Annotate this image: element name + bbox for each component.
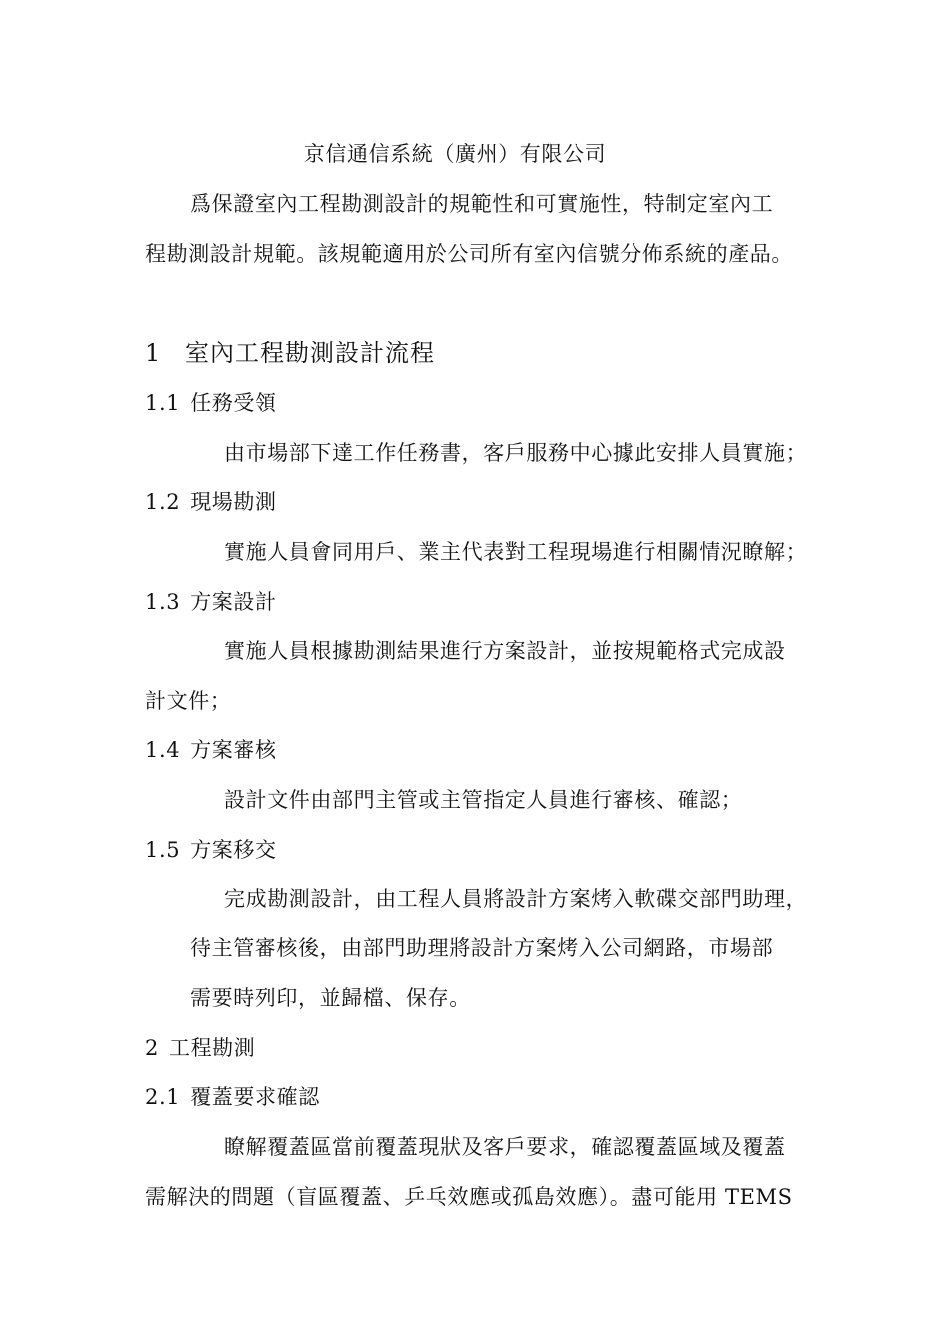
subsection-number: 1.1 xyxy=(145,391,181,415)
section-number: 1 xyxy=(145,339,162,367)
section-heading-2 xyxy=(145,1034,255,1062)
body-text-line: 設計文件由部門主管或主管指定人員進行審核、確認； xyxy=(224,788,743,812)
subsection-title: 現場勘測 xyxy=(190,490,277,514)
section-title: 室內工程勘測設計流程 xyxy=(185,339,435,367)
body-text-line: 需要時列印，並歸檔、保存。 xyxy=(190,986,471,1010)
subsection-title: 方案移交 xyxy=(190,838,277,862)
body-text-line: 瞭解覆蓋區當前覆蓋現狀及客戶要求，確認覆蓋區域及覆蓋 xyxy=(224,1135,786,1159)
subsection-title: 方案審核 xyxy=(190,738,277,762)
subsection-heading-1-1 xyxy=(145,389,277,417)
body-text-line: 實施人員根據勘測結果進行方案設計，並按規範格式完成設 xyxy=(224,639,786,663)
subsection-number: 1.4 xyxy=(145,738,181,762)
body-text-line: 完成勘測設計，由工程人員將設計方案烤入軟碟交部門助理， xyxy=(224,887,808,911)
body-text-line: 實施人員會同用戶、業主代表對工程現場進行相關情況瞭解； xyxy=(224,540,808,564)
subsection-title: 任務受領 xyxy=(190,391,277,415)
subsection-heading-1-2 xyxy=(145,488,277,516)
section-title: 工程勘測 xyxy=(168,1036,256,1060)
subsection-heading-2-1 xyxy=(145,1083,320,1111)
subsection-number: 1.5 xyxy=(145,838,181,862)
subsection-heading-1-5 xyxy=(145,836,277,864)
subsection-number: 1.2 xyxy=(145,490,181,514)
body-text-line: 需解決的問題（盲區覆蓋、乒乓效應或孤島效應）。盡可能用 TEMS xyxy=(145,1185,793,1209)
subsection-title: 方案設計 xyxy=(190,590,277,614)
intro-paragraph-line: 程勘測設計規範。該規範適用於公司所有室內信號分佈系統的產品。 xyxy=(145,242,793,266)
intro-paragraph-line: 爲保證室內工程勘測設計的規範性和可實施性，特制定室內工 xyxy=(190,192,774,216)
subsection-heading-1-3 xyxy=(145,588,277,616)
subsection-title: 覆蓋要求確認 xyxy=(190,1085,320,1109)
body-text-line: 由市場部下達工作任務書，客戶服務中心據此安排人員實施； xyxy=(224,441,808,465)
body-text-line: 計文件； xyxy=(145,689,232,713)
company-name: 京信通信系統（廣州）有限公司 xyxy=(303,142,607,166)
subsection-heading-1-4 xyxy=(145,736,277,764)
section-number: 2 xyxy=(145,1036,159,1060)
subsection-number: 2.1 xyxy=(145,1085,181,1109)
body-text-line: 待主管審核後，由部門助理將設計方案烤入公司網路，市場部 xyxy=(190,936,774,960)
section-heading-1 xyxy=(145,337,435,369)
subsection-number: 1.3 xyxy=(145,590,181,614)
